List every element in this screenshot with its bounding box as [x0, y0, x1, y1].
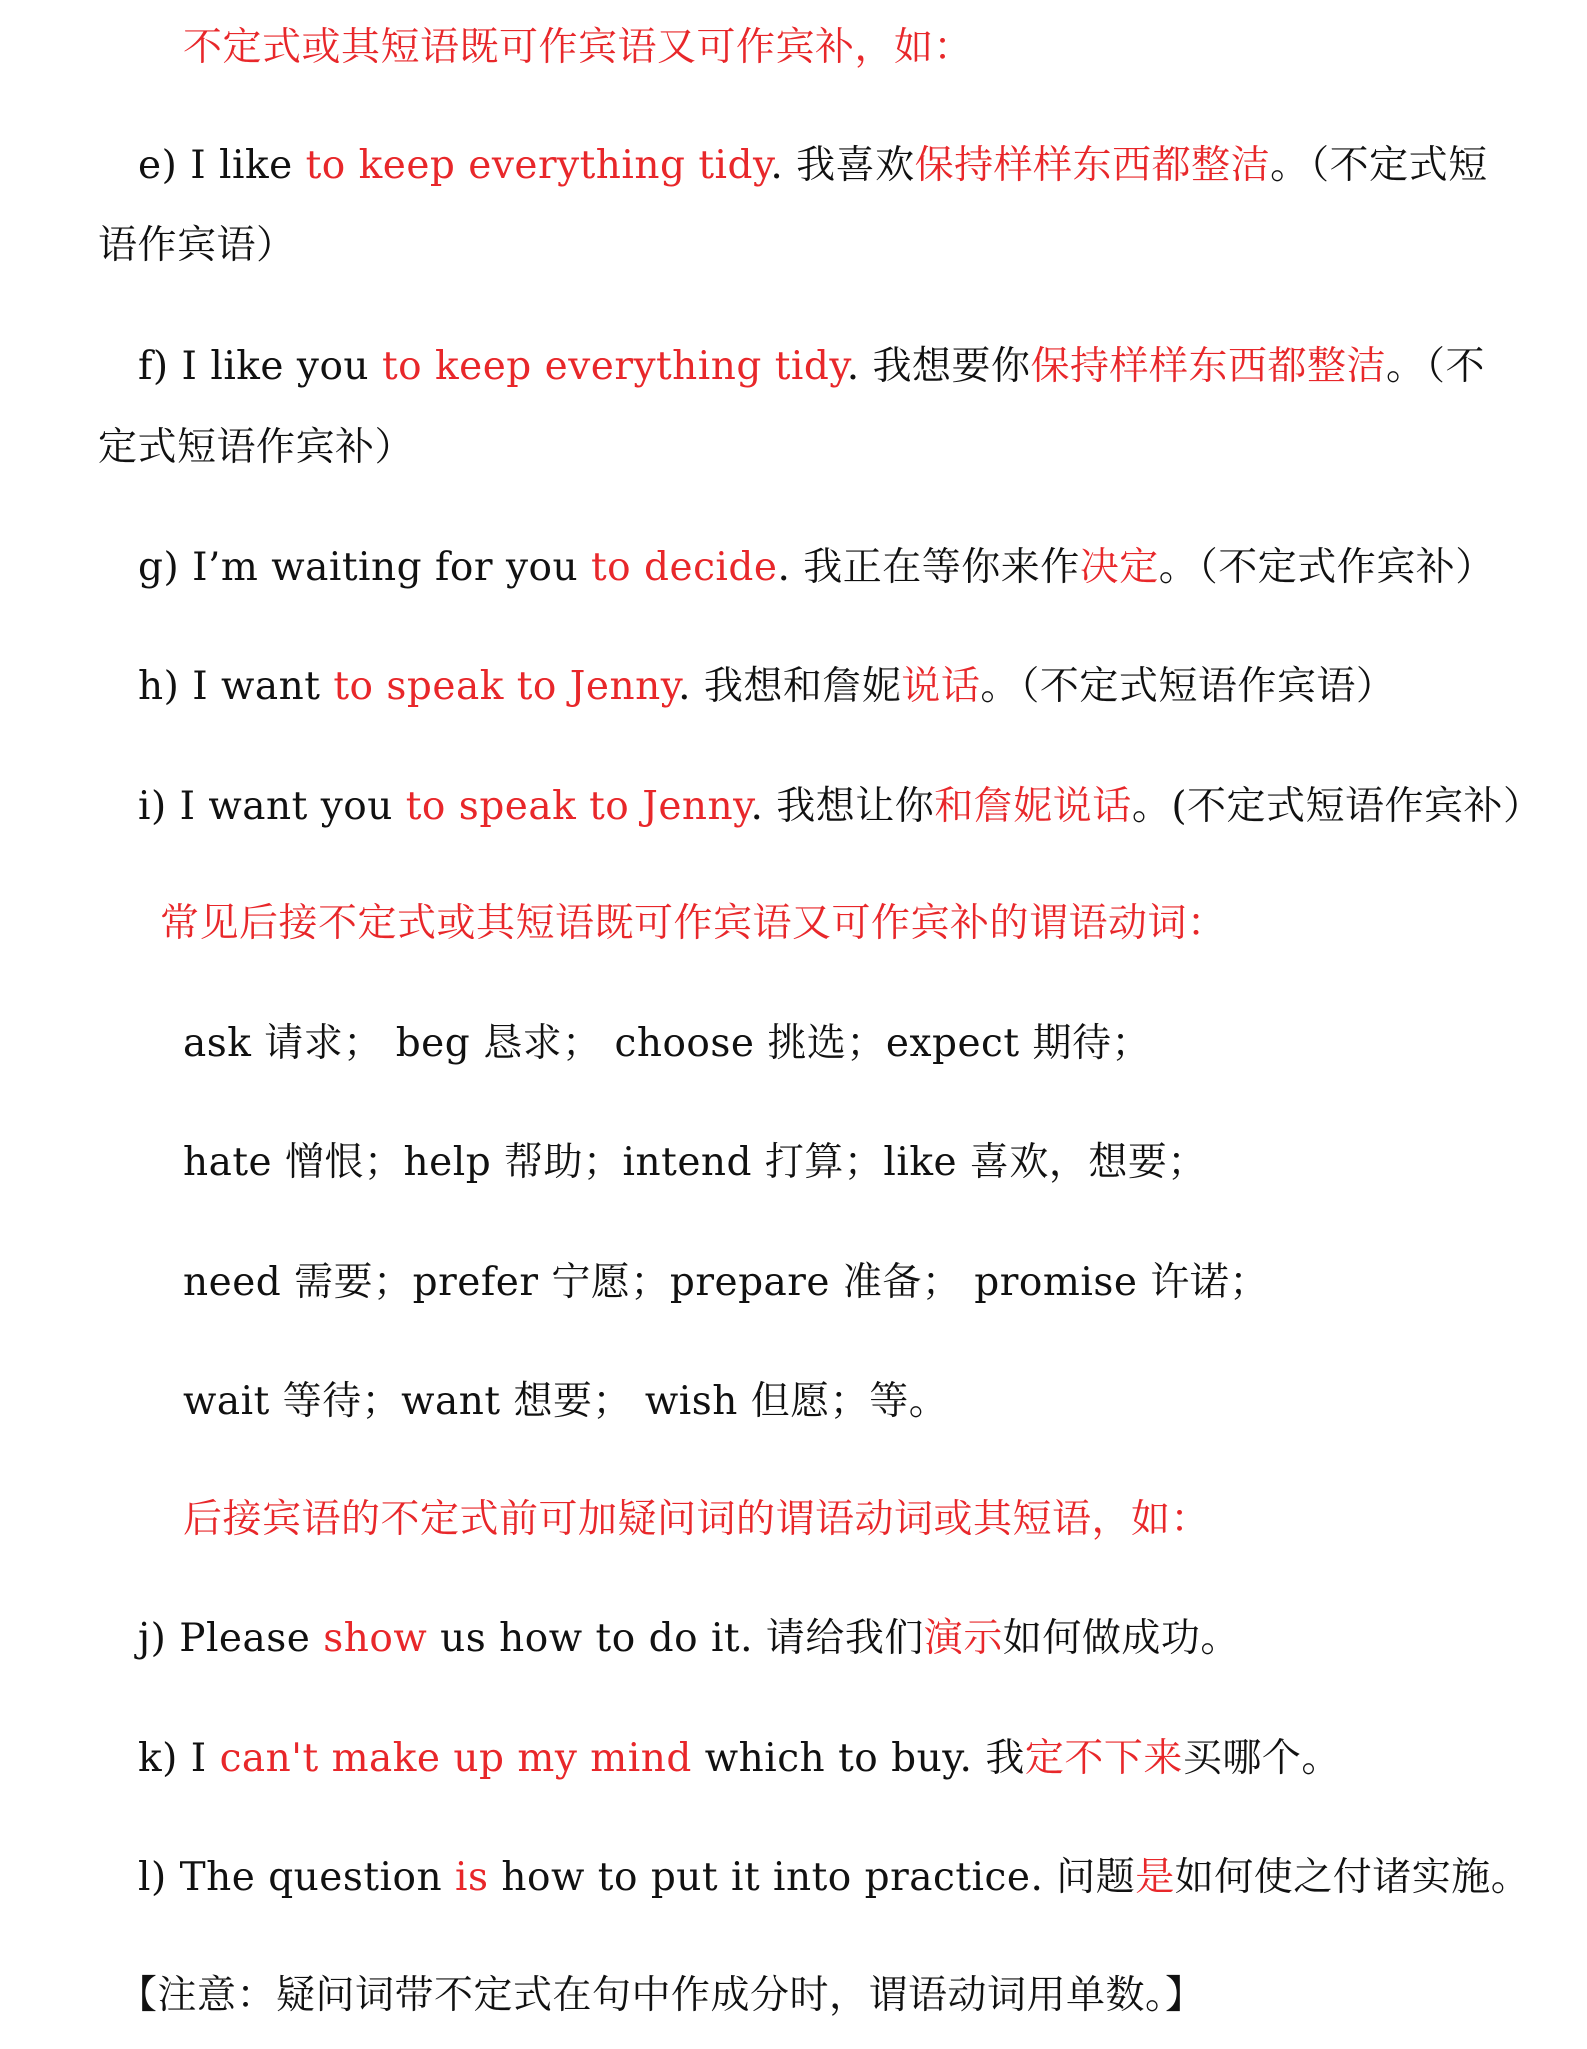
text-segment: which to buy. 我: [691, 1736, 1025, 1781]
example-j: [138, 1615, 1240, 1664]
example-f-line2: 定式短语作宾补）: [98, 425, 415, 470]
verb-list-line: ask 请求； beg 恳求； choose 挑选；expect 期待；: [183, 1021, 1151, 1066]
example-l: [138, 1854, 1530, 1903]
text-segment: g) I’m waiting for you: [138, 545, 591, 590]
example-e-line1: [138, 142, 1488, 191]
text-segment: 买哪个。: [1182, 1736, 1341, 1781]
example-i: [138, 783, 1543, 832]
example-k: [138, 1735, 1341, 1784]
highlighted-text: to keep everything tidy: [305, 143, 771, 188]
highlighted-text: 决定: [1079, 545, 1159, 590]
highlighted-text: to keep everything tidy: [381, 344, 847, 389]
heading-common-verbs: 常见后接不定式或其短语既可作宾语又可作宾补的谓语动词：: [160, 901, 1227, 946]
heading-question-word-verbs: 后接宾语的不定式前可加疑问词的谓语动词或其短语，如：: [183, 1497, 1211, 1542]
verb-list-line: hate 憎恨；help 帮助；intend 打算；like 喜欢，想要；: [183, 1140, 1207, 1185]
example-e-line2: 语作宾语）: [98, 223, 296, 268]
verb-list-line: wait 等待；want 想要； wish 但愿；等。: [183, 1379, 949, 1424]
text-segment: . 我想让你: [750, 784, 935, 829]
highlighted-text: show: [323, 1616, 428, 1661]
highlighted-text: to decide: [590, 545, 778, 590]
text-segment: j) Please: [138, 1616, 324, 1661]
text-segment: 。（不定式短语作宾语）: [980, 664, 1396, 709]
text-segment: f) I like you: [138, 344, 382, 389]
example-g: [138, 544, 1495, 593]
highlighted-text: can't make up my mind: [219, 1736, 692, 1781]
highlighted-text: is: [455, 1855, 489, 1900]
note: 【注意：疑问词带不定式在句中作成分时，谓语动词用单数。】: [118, 1973, 1205, 2018]
text-segment: . 我喜欢: [770, 143, 915, 188]
verb-list-line: need 需要；prefer 宁愿；prepare 准备； promise 许诺；: [183, 1260, 1269, 1305]
highlighted-text: 定不下来: [1024, 1736, 1183, 1781]
text-segment: k) I: [138, 1736, 220, 1781]
text-segment: us how to do it. 请给我们: [427, 1616, 924, 1661]
text-segment: . 我正在等你来作: [777, 545, 1080, 590]
text-segment: i) I want you: [138, 784, 406, 829]
highlighted-text: 是: [1135, 1855, 1175, 1900]
text-segment: how to put it into practice. 问题: [488, 1855, 1136, 1900]
text-segment: 。（不定式作宾补）: [1158, 545, 1495, 590]
highlighted-text: to speak to Jenny: [333, 664, 679, 709]
text-segment: . 我想和詹妮: [678, 664, 902, 709]
example-f-line1: [138, 343, 1485, 392]
text-segment: l) The question: [138, 1855, 456, 1900]
text-segment: 。（不定式短: [1270, 143, 1488, 188]
highlighted-text: 演示: [923, 1616, 1003, 1661]
highlighted-text: 保持样样东西都整洁: [1030, 344, 1387, 389]
heading-infinitive-object-complement: 不定式或其短语既可作宾语又可作宾补，如：: [183, 25, 974, 70]
highlighted-text: 说话: [901, 664, 981, 709]
text-segment: 如何做成功。: [1002, 1616, 1240, 1661]
text-segment: e) I like: [138, 143, 306, 188]
text-segment: . 我想要你: [846, 344, 1031, 389]
text-segment: h) I want: [138, 664, 334, 709]
text-segment: 如何使之付诸实施。: [1174, 1855, 1531, 1900]
highlighted-text: 保持样样东西都整洁: [914, 143, 1271, 188]
text-segment: 。（不: [1386, 344, 1486, 389]
example-h: [138, 663, 1395, 712]
highlighted-text: 和詹妮说话: [934, 784, 1132, 829]
highlighted-text: to speak to Jenny: [405, 784, 751, 829]
text-segment: 。(不定式短语作宾补）: [1131, 784, 1543, 829]
